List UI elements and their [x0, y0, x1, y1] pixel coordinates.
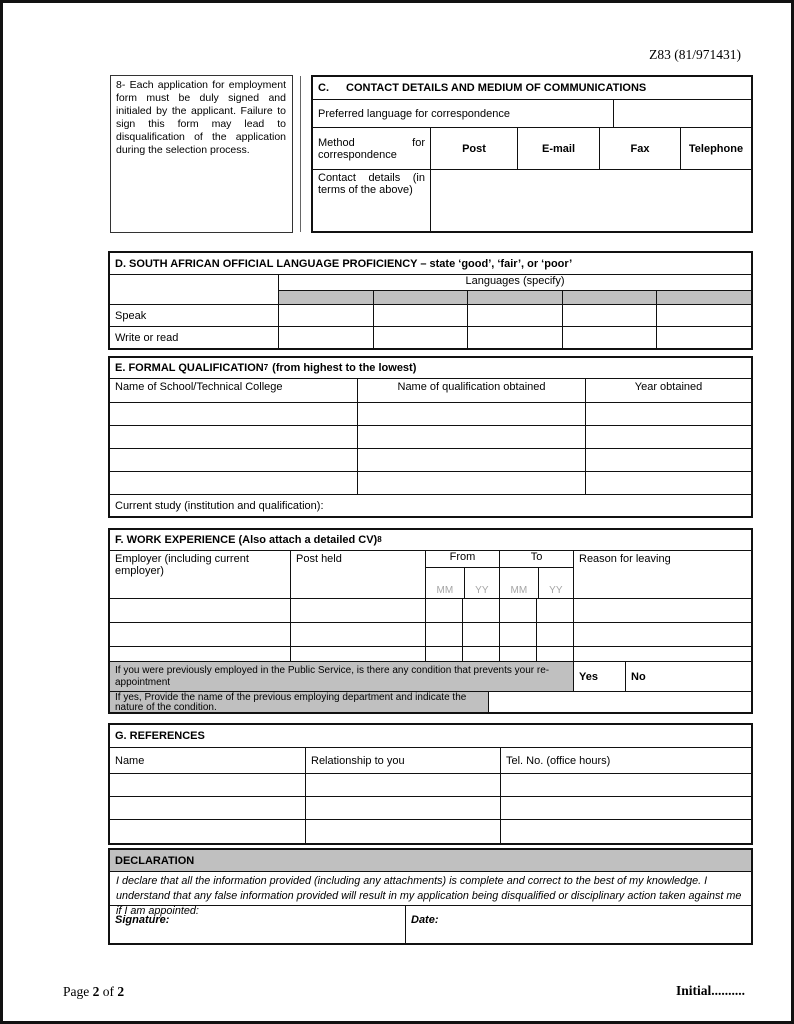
- section-d-language-proficiency: [108, 251, 753, 350]
- preferred-language-input-cell[interactable]: [613, 100, 751, 127]
- relationship-column-header: Relationship to you: [305, 748, 500, 773]
- if-yes-input-cell[interactable]: [488, 692, 751, 712]
- of-word: of: [102, 984, 114, 999]
- qualification-input-cell[interactable]: [357, 403, 585, 425]
- current-study-cell[interactable]: Current study (institution and qualification):: [115, 499, 324, 512]
- write-read-input-cell[interactable]: [467, 327, 562, 348]
- school-input-cell[interactable]: [110, 403, 357, 425]
- section-f-title: F. WORK EXPERIENCE (Also attach a detailed CV) 8: [115, 534, 382, 546]
- post-held-column-header: Post held: [290, 551, 425, 598]
- employer-input-cell[interactable]: [110, 647, 290, 661]
- section-e-formal-qualification: [108, 356, 753, 518]
- relationship-input-cell[interactable]: [305, 797, 500, 819]
- date-cell[interactable]: Date:: [405, 906, 751, 943]
- year-input-cell[interactable]: [585, 449, 751, 471]
- language-corner-cell: [110, 275, 278, 304]
- method-fax-cell[interactable]: Fax: [599, 128, 680, 169]
- qualification-input-cell[interactable]: [357, 426, 585, 448]
- school-input-cell[interactable]: [110, 449, 357, 471]
- school-input-cell[interactable]: [110, 426, 357, 448]
- write-read-input-cell[interactable]: [562, 327, 657, 348]
- languages-specify-header: Languages (specify): [279, 275, 751, 291]
- to-month-header: MM: [510, 585, 528, 596]
- method-correspondence-label: Method for correspondence: [318, 136, 425, 161]
- reason-input-cell[interactable]: [573, 647, 751, 661]
- signature-cell[interactable]: Signature:: [115, 914, 170, 926]
- section-g-references: [108, 723, 753, 845]
- section-e-title-text: E. FORMAL QUALIFICATION: [115, 362, 264, 374]
- school-column-header: Name of School/Technical College: [115, 381, 283, 393]
- method-post-cell[interactable]: Post: [430, 128, 517, 169]
- from-month-header: MM: [436, 585, 454, 596]
- school-input-cell[interactable]: [110, 472, 357, 494]
- tel-no-column-header: Tel. No. (office hours): [500, 748, 751, 773]
- initial-line[interactable]: Initial..........: [675, 983, 745, 998]
- year-input-cell[interactable]: [585, 472, 751, 494]
- year-input-cell[interactable]: [585, 426, 751, 448]
- write-read-input-cell[interactable]: [373, 327, 468, 348]
- write-read-row-label: Write or read: [115, 331, 179, 344]
- section-f-title-text: F. WORK EXPERIENCE (Also attach a detailed CV): [115, 534, 378, 546]
- speak-input-cell[interactable]: [467, 305, 562, 326]
- section-g-title: G. REFERENCES: [115, 730, 205, 742]
- employer-input-cell[interactable]: [110, 623, 290, 646]
- to-yy-input-cell[interactable]: [536, 623, 573, 646]
- preferred-language-label: Preferred language for correspondence: [318, 107, 511, 120]
- reference-name-input-cell[interactable]: [110, 774, 305, 796]
- column-divider-line: [300, 76, 301, 232]
- speak-row-label: Speak: [115, 309, 147, 322]
- no-answer-cell[interactable]: No: [625, 662, 751, 691]
- from-mm-input-cell[interactable]: [425, 623, 462, 646]
- speak-input-cell[interactable]: [656, 305, 751, 326]
- section-c-letter: C.: [318, 82, 329, 94]
- from-yy-input-cell[interactable]: [462, 599, 499, 622]
- to-year-header: YY: [538, 568, 573, 598]
- employer-column-header: Employer (including current employer): [115, 553, 249, 577]
- reference-name-column-header: Name: [115, 754, 145, 767]
- from-yy-input-cell[interactable]: [462, 623, 499, 646]
- method-email-cell[interactable]: E-mail: [517, 128, 599, 169]
- page-number-value: 2: [92, 984, 100, 999]
- from-mm-input-cell[interactable]: [425, 599, 462, 622]
- year-input-cell[interactable]: [585, 403, 751, 425]
- qualification-input-cell[interactable]: [357, 449, 585, 471]
- declaration-text: I declare that all the information provided (including any attachments) is complete and correct to the best of my knowledge. I understand that any false information provided will result in my application being disqualified or disciplinary action taken against me if I am appointed:: [116, 875, 742, 917]
- page-total-value: 2: [117, 984, 125, 999]
- language-name-input-cell[interactable]: [656, 291, 751, 304]
- to-column-header: To: [500, 551, 573, 568]
- section-c-contact-details: [311, 75, 753, 233]
- section-e-title: E. FORMAL QUALIFICATION 7 (from highest to the lowest): [115, 362, 417, 374]
- language-name-input-cell[interactable]: [562, 291, 657, 304]
- page-word: Page: [63, 984, 90, 999]
- declaration-title: DECLARATION: [110, 850, 751, 871]
- reason-column-header: Reason for leaving: [573, 551, 751, 598]
- speak-input-cell[interactable]: [562, 305, 657, 326]
- relationship-input-cell[interactable]: [305, 774, 500, 796]
- post-held-input-cell[interactable]: [290, 623, 425, 646]
- to-yy-input-cell[interactable]: [536, 599, 573, 622]
- tel-no-input-cell[interactable]: [500, 774, 751, 796]
- qualification-input-cell[interactable]: [357, 472, 585, 494]
- from-column-header: From: [426, 551, 499, 568]
- reason-input-cell[interactable]: [573, 623, 751, 646]
- reference-name-input-cell[interactable]: [110, 797, 305, 819]
- from-mm-input-cell[interactable]: [425, 647, 462, 661]
- post-held-input-cell[interactable]: [290, 599, 425, 622]
- previous-employment-question: If you were previously employed in the Public Service, is there any condition that prevents your re-appointment: [110, 662, 573, 691]
- language-name-input-cell[interactable]: [279, 291, 373, 304]
- language-name-input-cell[interactable]: [373, 291, 468, 304]
- to-mm-input-cell[interactable]: [499, 647, 536, 661]
- speak-input-cell[interactable]: [278, 305, 373, 326]
- to-yy-input-cell[interactable]: [536, 647, 573, 661]
- year-column-header: Year obtained: [585, 379, 751, 402]
- to-mm-input-cell[interactable]: [499, 599, 536, 622]
- form-code: Z83 (81/971431): [649, 47, 741, 62]
- reference-name-input-cell[interactable]: [110, 820, 305, 843]
- from-yy-input-cell[interactable]: [462, 647, 499, 661]
- write-read-input-cell[interactable]: [656, 327, 751, 348]
- yes-answer-cell[interactable]: Yes: [573, 662, 625, 691]
- employer-input-cell[interactable]: [110, 599, 290, 622]
- section-d-title: D. SOUTH AFRICAN OFFICIAL LANGUAGE PROFICIENCY – state ‘good’, ‘fair’, or ‘poor’: [115, 257, 573, 270]
- section-f-work-experience: [108, 528, 753, 714]
- signing-instruction-note: 8- Each application for employment form must be duly signed and initialed by the applicant. Failure to sign this form may lead to disqualification of the application during the selection process.: [110, 75, 293, 233]
- contact-details-input-cell[interactable]: [430, 170, 751, 233]
- qualification-column-header: Name of qualification obtained: [357, 379, 585, 402]
- tel-no-input-cell[interactable]: [500, 797, 751, 819]
- speak-input-cell[interactable]: [373, 305, 468, 326]
- write-read-input-cell[interactable]: [278, 327, 373, 348]
- relationship-input-cell[interactable]: [305, 820, 500, 843]
- page-number: [63, 984, 124, 1000]
- language-name-input-cell[interactable]: [467, 291, 562, 304]
- to-mm-input-cell[interactable]: [499, 623, 536, 646]
- from-year-header: YY: [464, 568, 499, 598]
- section-c-heading: CONTACT DETAILS AND MEDIUM OF COMMUNICATIONS: [346, 82, 647, 94]
- tel-no-input-cell[interactable]: [500, 820, 751, 843]
- if-yes-instruction: If yes, Provide the name of the previous employing department and indicate the nature of the condition.: [110, 692, 488, 712]
- contact-details-label: Contact details (in terms of the above): [318, 172, 425, 196]
- reason-input-cell[interactable]: [573, 599, 751, 622]
- declaration-section: [108, 848, 753, 945]
- section-c-title: [313, 77, 751, 99]
- post-held-input-cell[interactable]: [290, 647, 425, 661]
- method-telephone-cell[interactable]: Telephone: [680, 128, 751, 169]
- section-e-title-suffix: (from highest to the lowest): [272, 362, 417, 374]
